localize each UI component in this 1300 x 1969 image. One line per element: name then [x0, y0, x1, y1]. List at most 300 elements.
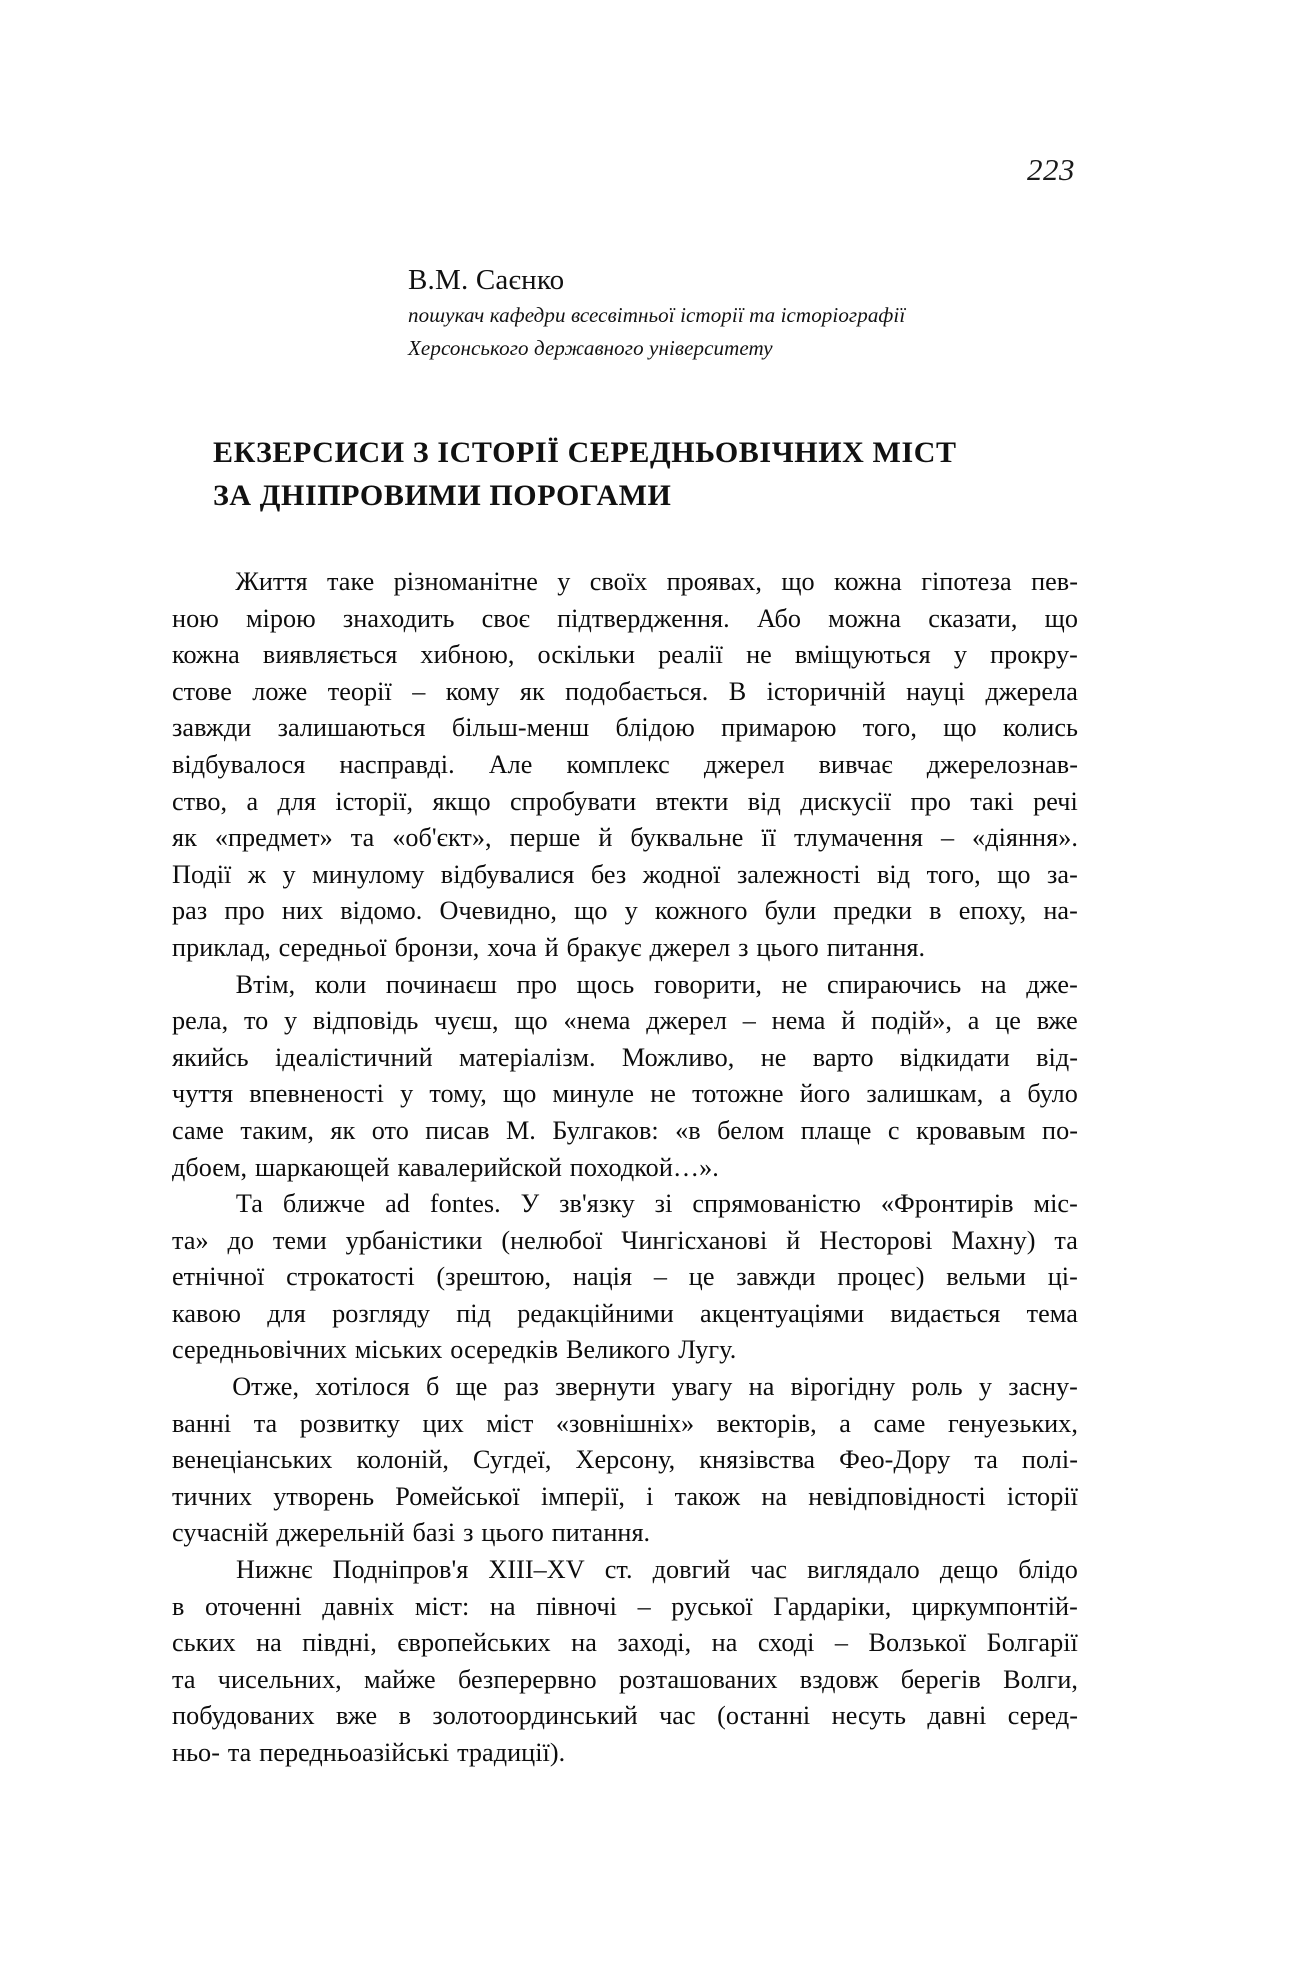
word: тлумачення [794, 823, 923, 853]
word: то [243, 1006, 269, 1036]
word: чуття [172, 1079, 234, 1109]
word: з [463, 1518, 474, 1548]
word: та [253, 1408, 278, 1438]
word: європейських [397, 1628, 551, 1658]
word: відбувалося [172, 749, 306, 779]
word: варто [812, 1042, 874, 1072]
word: берегів [900, 1664, 981, 1694]
word: джерела [985, 676, 1078, 706]
word: у [557, 567, 571, 596]
word: (нелюбої [501, 1225, 603, 1255]
word: белом [717, 1115, 785, 1145]
word: Та [235, 1189, 263, 1219]
word: прокру- [990, 640, 1078, 670]
word: середньовічних [172, 1335, 347, 1365]
word: говорити, [653, 969, 762, 999]
word: венеціанських [172, 1445, 333, 1475]
word: нема [771, 1006, 826, 1036]
word: для [267, 1298, 306, 1328]
word: не [746, 640, 772, 670]
word: не [650, 1079, 676, 1109]
word: й [841, 1006, 856, 1036]
word: відкидати [899, 1042, 1010, 1072]
word: Або [756, 603, 801, 633]
word: дещо [939, 1555, 999, 1585]
word: це [995, 1006, 1021, 1036]
word: відомо. [340, 896, 423, 926]
word: що [1044, 603, 1078, 633]
word: рела, [172, 1006, 229, 1036]
word: у [624, 896, 638, 926]
word: – [834, 1628, 848, 1658]
word: джерел [649, 932, 731, 962]
word: були [764, 896, 817, 926]
author-affiliation-line-2: Херсонського державного університету [408, 336, 773, 361]
word: Булгаков: [552, 1115, 659, 1145]
word: речі [1033, 786, 1078, 816]
text-line [172, 1226, 1078, 1263]
word: Втім, [235, 969, 296, 999]
text-line [172, 1738, 1078, 1775]
word: історії, [335, 786, 414, 816]
word: руської [671, 1591, 753, 1621]
word: своє [481, 603, 530, 633]
word: спробувати [510, 786, 637, 816]
word: ще [455, 1372, 488, 1402]
word: кожна [172, 640, 240, 670]
word: – [653, 1262, 667, 1292]
word: питання. [551, 1518, 651, 1548]
word: ст. [604, 1555, 633, 1585]
word: колоній, [356, 1445, 450, 1475]
word: впевненості [249, 1079, 384, 1109]
word: залишкам, [866, 1079, 984, 1109]
word: Можливо, [621, 1042, 735, 1072]
word: завжди [736, 1262, 816, 1292]
word: в [172, 1591, 185, 1621]
text-line [172, 1701, 1078, 1738]
text-line [172, 604, 1078, 641]
word: традиції). [457, 1738, 566, 1767]
word: примарою [721, 713, 837, 743]
word: про [910, 786, 951, 816]
word: Нижнє [236, 1555, 313, 1585]
word: Херсону, [575, 1445, 676, 1475]
word: що [781, 567, 815, 596]
word: у [284, 1006, 298, 1036]
text-line [172, 823, 1078, 860]
word: князівства [699, 1445, 816, 1475]
word: на [571, 1628, 597, 1658]
word: бронзи, [394, 932, 480, 962]
word: «в [675, 1115, 701, 1145]
word: виявляється [262, 640, 398, 670]
word: а [999, 1079, 1012, 1109]
word: щось [576, 969, 635, 999]
word: Гардаріки, [773, 1591, 892, 1621]
paragraph [172, 970, 1078, 1190]
word: й [786, 1225, 801, 1255]
word: засну- [1008, 1372, 1078, 1402]
word: як [330, 1115, 356, 1145]
word: ближче [282, 1189, 366, 1219]
word: на [711, 1628, 738, 1658]
word: сучасній [172, 1518, 269, 1548]
word: кому [445, 676, 500, 706]
word: від [876, 859, 911, 889]
word: передньоазійські [259, 1738, 450, 1767]
word: міс- [1033, 1189, 1078, 1219]
word: ото [371, 1115, 409, 1145]
word: увагу [671, 1372, 733, 1402]
word: ці- [1047, 1262, 1078, 1292]
word: Великого [565, 1335, 671, 1365]
word: до [227, 1225, 255, 1255]
word: вірогідну [790, 1372, 896, 1402]
word: що [503, 1079, 537, 1109]
word: – [742, 1006, 756, 1036]
word: завжди [172, 713, 252, 743]
word: того, [926, 859, 981, 889]
word: перше [509, 823, 581, 853]
word: ство, [172, 786, 228, 816]
word: звернути [555, 1372, 656, 1402]
word: а [839, 1408, 851, 1438]
word: б [425, 1372, 440, 1402]
word: процес) [837, 1262, 925, 1292]
word: оскільки [537, 640, 636, 670]
byline-block [408, 262, 1108, 364]
word: кавалерийской [397, 1152, 562, 1182]
word: що [943, 713, 977, 743]
word: Подніпров'я [332, 1555, 469, 1585]
text-line [172, 1006, 1078, 1043]
word: різноманітне [393, 567, 538, 596]
word: них [281, 896, 324, 926]
word: пев- [1031, 567, 1078, 596]
text-line [172, 1628, 1078, 1665]
word: вже [336, 1701, 378, 1731]
word: полі- [1021, 1445, 1078, 1475]
word: ванні [172, 1408, 232, 1438]
text-line [172, 787, 1078, 824]
text-line [172, 1299, 1078, 1336]
word: Сугдеї, [473, 1445, 552, 1475]
word: строкатості [286, 1262, 415, 1292]
word: по- [1042, 1115, 1078, 1145]
text-line [172, 640, 1078, 677]
word: золотоординський [432, 1701, 638, 1731]
word: на [761, 1481, 788, 1511]
word: епоху, [958, 896, 1027, 926]
text-line [172, 933, 1078, 970]
word: саме [172, 1115, 224, 1145]
word: вздовж [799, 1664, 879, 1694]
text-line [172, 1153, 1078, 1190]
word: кожна [834, 567, 902, 596]
text-line [172, 896, 1078, 933]
word: раз [503, 1372, 539, 1402]
word: Отже, [232, 1372, 300, 1402]
text-line [172, 1189, 1078, 1226]
word: у [978, 1372, 992, 1402]
word: середньої [278, 932, 387, 962]
word: таке [326, 567, 375, 596]
word: джерелознав- [926, 749, 1078, 779]
word: у [282, 859, 296, 889]
text-line [172, 860, 1078, 897]
word: побудованих [172, 1701, 315, 1731]
word: міст: [414, 1591, 470, 1621]
word: генуезьких, [947, 1408, 1078, 1438]
word: на- [1043, 896, 1078, 926]
word: для [277, 786, 317, 816]
word: імперії, [540, 1481, 626, 1511]
word: й [544, 932, 559, 962]
word: більш-менш [451, 713, 590, 743]
word: втекти [655, 786, 729, 816]
word: приклад, [172, 932, 271, 962]
page-number: 223 [1027, 152, 1075, 187]
text-line [172, 1372, 1078, 1409]
word: залежності [736, 859, 861, 889]
word: на [980, 969, 1007, 999]
word: тема [1026, 1298, 1078, 1328]
text-line [172, 1409, 1078, 1446]
word: сході [757, 1628, 815, 1658]
word: про [224, 896, 265, 926]
word: сказати, [928, 603, 1018, 633]
word: таким, [240, 1115, 314, 1145]
word: на [256, 1628, 282, 1658]
word: етнічної [172, 1262, 265, 1292]
word: починаєш [385, 969, 497, 999]
word: час [659, 1701, 696, 1731]
word: М. [505, 1115, 536, 1145]
word: ж [247, 859, 266, 889]
word: відповідь [312, 1006, 419, 1036]
word: ньо- [172, 1738, 220, 1767]
word: несуть [831, 1701, 907, 1731]
word: давніх [322, 1591, 395, 1621]
word: це [688, 1262, 715, 1292]
article-title-line-2: ЗА ДНІПРОВИМИ ПОРОГАМИ [213, 478, 672, 512]
article-title [213, 432, 1093, 517]
word: Події [172, 859, 232, 889]
word: реалії [658, 640, 723, 670]
word: блідою [615, 713, 695, 743]
word: півночі [536, 1591, 618, 1621]
word: невідповідності [808, 1481, 986, 1511]
word: розвитку [299, 1408, 400, 1438]
word: колись [1002, 713, 1078, 743]
word: як [172, 823, 197, 853]
word: жодної [642, 859, 721, 889]
word: міських [354, 1335, 443, 1365]
word: хотілося [315, 1372, 410, 1402]
word: спрямованістю [692, 1189, 861, 1219]
word: «об'єкт», [392, 823, 492, 853]
word: у [953, 640, 967, 670]
word: теми [272, 1225, 327, 1255]
word: під [456, 1298, 491, 1328]
word: давні [927, 1701, 987, 1731]
text-line [172, 1482, 1078, 1519]
text-line [172, 1116, 1078, 1153]
word: редакційними [517, 1298, 674, 1328]
word: урбаністики [345, 1225, 483, 1255]
word: минулому [312, 859, 425, 889]
word: своїх [589, 567, 648, 596]
word: подобається. [565, 676, 709, 706]
word: цього [481, 1518, 544, 1548]
word: цих [422, 1408, 464, 1438]
word: оточенні [204, 1591, 302, 1621]
text-line [172, 1335, 1078, 1372]
word: та [350, 823, 375, 853]
word: XIII–XV [488, 1555, 585, 1585]
word: розташованих [618, 1664, 778, 1694]
word: історичній [766, 676, 886, 706]
word: такі [970, 786, 1014, 816]
word: цього [756, 932, 819, 962]
word: зі [654, 1189, 673, 1219]
word: В [728, 676, 747, 706]
word: ідеалістичний [274, 1042, 433, 1072]
word: предки [833, 896, 913, 926]
word: «діяння». [972, 823, 1078, 853]
word: Ромейської [395, 1481, 520, 1511]
word: залишаються [277, 713, 426, 743]
word: не [760, 1042, 787, 1072]
word: ложе [252, 676, 308, 706]
word: та [1054, 1225, 1078, 1255]
word: Лугу. [678, 1335, 737, 1365]
word: заході, [617, 1628, 692, 1658]
word: коли [314, 969, 367, 999]
article-body [172, 567, 1078, 1775]
word: та [227, 1738, 252, 1767]
word: Фео-Дору [839, 1445, 951, 1475]
text-line [172, 970, 1078, 1007]
article-title-line-1: ЕКЗЕРСИСИ З ІСТОРІЇ СЕРЕДНЬОВІЧНИХ МІСТ [213, 436, 957, 470]
word: кожного [654, 896, 748, 926]
word: видається [890, 1298, 1001, 1328]
word: блідо [1018, 1555, 1078, 1585]
word: а [246, 786, 259, 816]
word: спираючись [827, 969, 962, 999]
word: джерел [646, 1006, 727, 1036]
word: дискусії [800, 786, 892, 816]
word: тичних [172, 1481, 253, 1511]
word: ad [385, 1189, 410, 1219]
word: комплекс [566, 749, 670, 779]
word: теорії [327, 676, 392, 706]
word: fontes. [429, 1189, 501, 1219]
word: Болгарії [986, 1628, 1078, 1658]
word: якщо [432, 786, 491, 816]
text-line [172, 1043, 1078, 1080]
word: серед- [1007, 1701, 1078, 1731]
word: питання. [826, 932, 926, 962]
word: в [929, 896, 942, 926]
word: що [514, 1006, 548, 1036]
word: джерел [703, 749, 785, 779]
word: і [646, 1481, 654, 1511]
word: від [747, 786, 781, 816]
paragraph [172, 1555, 1078, 1775]
word: без [590, 859, 627, 889]
word: «зовнішніх» [555, 1408, 695, 1438]
word: на [748, 1372, 775, 1402]
author-affiliation-line-1: пошукач кафедри всесвітньої історії та історіографії [408, 303, 906, 328]
word: ною [172, 603, 219, 633]
word: буквальне [630, 823, 744, 853]
word: бракує [566, 932, 642, 962]
word: чисельних, [217, 1664, 342, 1694]
word: а [967, 1006, 980, 1036]
word: «Фронтирів [880, 1189, 1014, 1219]
word: проявах, [666, 567, 763, 596]
word: тому, [429, 1079, 487, 1109]
word: виглядало [807, 1555, 920, 1585]
word: нація [572, 1262, 633, 1292]
word: Волги, [1003, 1664, 1078, 1694]
word: вміщуються [794, 640, 931, 670]
text-line [172, 1665, 1078, 1702]
word: та [974, 1445, 998, 1475]
word: джерельній [276, 1518, 405, 1548]
paragraph [172, 1189, 1078, 1372]
word: «нема [563, 1006, 631, 1036]
word: стове [172, 676, 232, 706]
word: гіпотеза [921, 567, 1012, 596]
word: Махну) [951, 1225, 1036, 1255]
text-line [172, 567, 1078, 604]
word: довгий [652, 1555, 731, 1585]
word: на [489, 1591, 516, 1621]
word: у [400, 1079, 414, 1109]
word: було [1027, 1079, 1078, 1109]
word: (останні [717, 1701, 811, 1731]
word: походкой…». [569, 1152, 719, 1182]
word: – [940, 823, 955, 853]
word: кавою [172, 1298, 242, 1328]
word: не [781, 969, 808, 999]
word: науці [906, 676, 966, 706]
word: півдні, [302, 1628, 377, 1658]
word: можна [828, 603, 902, 633]
word: – [412, 676, 426, 706]
word: за- [1047, 859, 1078, 889]
text-line [172, 713, 1078, 750]
word: знаходить [342, 603, 455, 633]
word: циркумпонтій- [911, 1591, 1078, 1621]
word: матеріалізм. [458, 1042, 596, 1072]
text-line [172, 1555, 1078, 1592]
word: У [520, 1189, 540, 1219]
word: також [674, 1481, 741, 1511]
word: Несторові [819, 1225, 933, 1255]
word: акцентуаціями [700, 1298, 865, 1328]
word: Життя [235, 567, 308, 596]
word: ських [172, 1628, 236, 1658]
text-line [172, 1079, 1078, 1116]
word: майже [364, 1664, 436, 1694]
word: розгляду [332, 1298, 430, 1328]
text-line [172, 1262, 1078, 1299]
word: з [738, 932, 749, 962]
